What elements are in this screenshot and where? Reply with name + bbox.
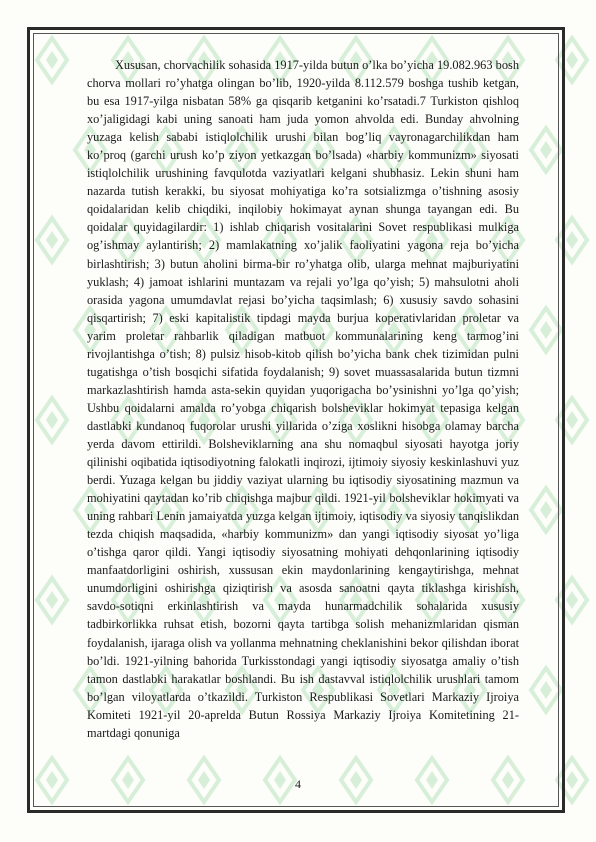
body-paragraph: Xususan, chorvachilik sohasida 1917-yilda butun o’lka bo’yicha 19.082.963 bosh chorva mollari ro’yhatga olingan bo’lib, 1920-yilda 8.112.579 boshga tushib ketgan, bu esa 1917-yilga nisbatan 58% ga qisqarib ketganini ko’rsatadi.7 Turkiston qishloq xo’jaligidagi kabi uning sanoati ham juda yomon ahvolda edi. Bunday ahvolning yuzaga kelish sababi istiqlolchilik urushi bilan bog’liq vayronagarchilikdan ham ko’proq (garchi urush ko’p ziyon yetkazgan bo’lsada) «harbiy kommunizm» siyosati istiqlolchilik urushining favqulotda vaziyatlari kelgani shubhasiz. Lekin shuni ham nazarda tutish kerakki, bu siyosat mohiyatiga ko’ra sotsializmga o’tishning asosiy qoidalaridan kelib chiqdiki, inqilobiy hokimayat aynan shunga tayangan edi. Bu qoidalar quyidagilardir: 1) ishlab chiqarish vositalarini Sovet respublikasi mulkiga og’ishmay aylantirish; 2) mamlakatning xo’jalik faoliyatini yagona reja bo’yicha birlashtirish; 3) butun aholini birma-bir ro’yhatga olib, ularga mehnat majburiyatini yuklash; 4) jamoat ishlarini muntazam va rejali yo’lga qo’yish; 5) mahsulotni aholi orasida yagona umumdavlat rejasi bo’yicha taqsimlash; 6) xususiy savdo sohasini qisqartirish; 7) eski kapitalistik tipdagi mayda burjua koperativlaridan proletar va yarim proletar rahbarlik qiladigan matbuot kommunalarining keng tarmog’ini rivojlantishga o’tish; 8) pulsiz hisob-kitob qilish bo’yicha bank chek tizimidan pulni tugatishga o’tish bosqichi sifatida foydalanish; 9) sovet muassasalarida butun tizmni markazlashtirish hamda asta-sekin quyidan yuqorigacha bo’ysinishni yo’lga qo’yish; Ushbu qoidalarni amalda ro’yobga chiqarish bolsheviklar hokimyat tepasiga kelgan dastlabki kundanoq fuqorolar urushi yillarida o’ziga xoslikni hisobga olamay barcha yerda davom ettirildi. Bolsheviklarning ana shu nomaqbul siyosati hayotga joriy qilinishi oqibatida iqtisodiyotning falokatli inqirozi, ijtimoiy siyosiy keskinlashuvi yuz berdi. Yuzaga kelgan bu jiddiy vaziyat ularning bu iqtisodiy siyosatining mazmun va mohiyatini qaytadan ko’rib chiqishga majbur qildi. 1921-yil bolsheviklar hokimyati va uning rahbari Lenin jamaiyatda yuzga kelgan ijtimoiy, iqtisodiy va siyosiy tanqislikdan tezda chiqish maqsadida, «harbiy kommunizm» dan yangi iqtisodiy siyosat yo’liga o’tishga qaror qildi. Yangi iqtisodiy siyosatning mohiyati dehqonlarining iqtisodiy manfaatdorligini oshirish, xussusan ekin maydonlarining kengaytirishga, mehnat unumdorligini oshirishga qiziqtirish va asosda sanoatni qayta tiklashga kirishish, savdo-sotiqni erkinlashtirish va mayda hunarmadchilik sohalarida xususiy tadbirkorlikka ruhsat etish, bozorni qayta tartibga solish mehanizmlaridan qisman foydalanish, ijaraga olish va yollanma mehnatning cheklanishini bekor qilishdan iborat bo’ldi. 1921-yilning bahorida Turkisstondagi yangi iqtisodiy siyosatga amaliy o’tish tamon dastlabki harakatlar boshlandi. Bu ish dastavval istiqlolchilik urushlari tamom bo’lgan viloyatlarda o’tkazildi. Turkiston Respublikasi Sovetlari Markaziy Ijroiya Komiteti 1921-yil 20-aprelda Butun Rossiya Markaziy Ijroiya Komitetining 21- martdagi qonuniga [87, 58, 519, 740]
page-number: 4 [295, 777, 301, 791]
